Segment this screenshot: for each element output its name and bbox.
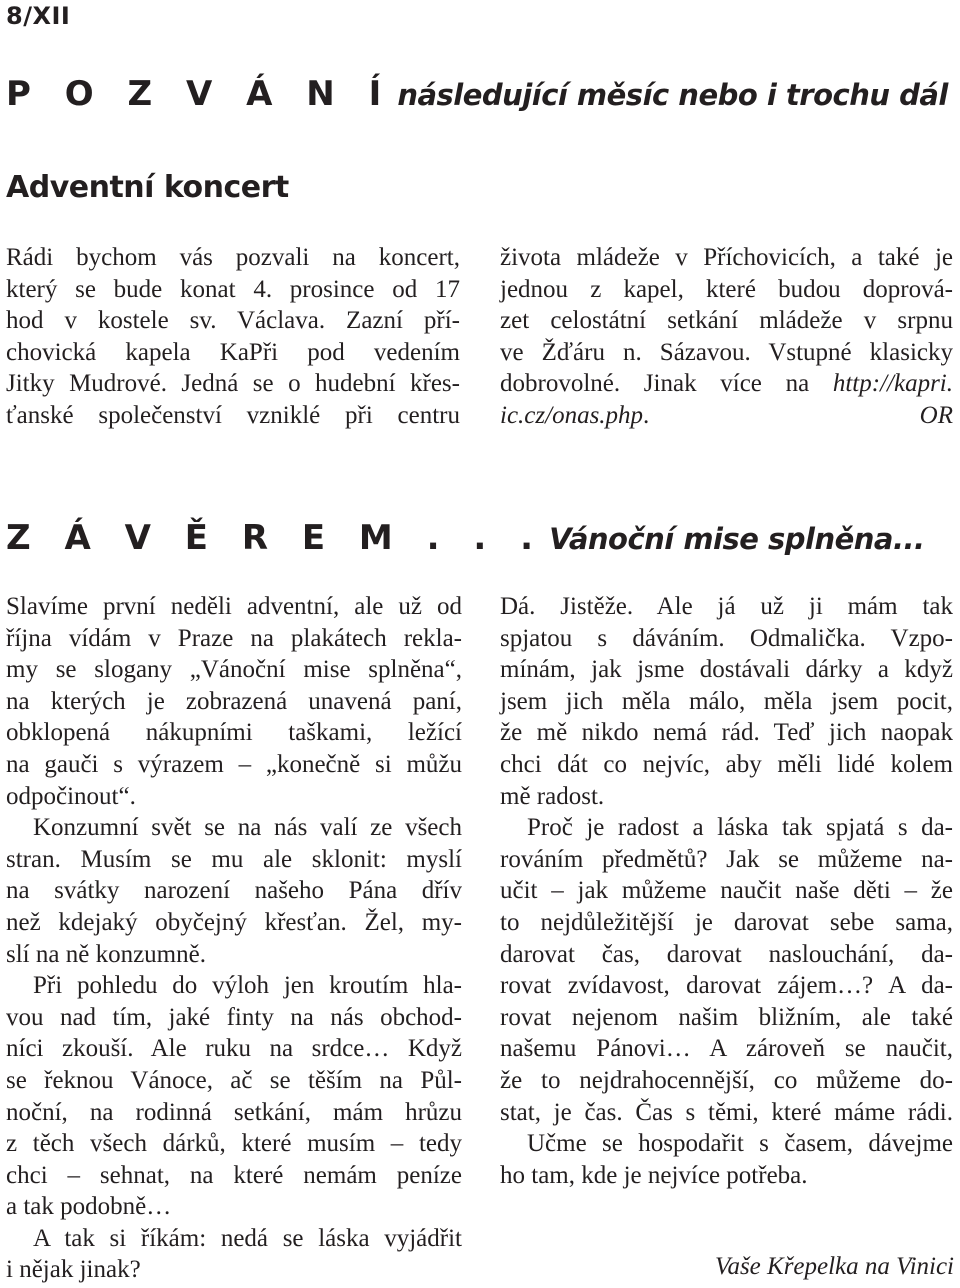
text-line: jsem jich měla málo, měla jsem pocit, <box>500 687 953 715</box>
text-line: Rádi bychom vás pozvali na koncert, <box>6 244 460 271</box>
section-header-zaverem <box>6 518 925 558</box>
text-line: Proč je radost a láska tak spjatá s da- <box>527 814 953 842</box>
text-line: níci zkouší. Ale ruku na srdce… Když <box>6 1035 462 1063</box>
author-signature-or: OR <box>919 401 953 429</box>
text-line: Slavíme první neděli adventní, ale už od <box>6 593 462 620</box>
text-line: Dá. Jistěže. Ale já už ji mám tak <box>500 593 953 620</box>
text-line: jednou z kapel, které budou doprová- <box>500 275 953 303</box>
text-line: na kterých je zobrazená unavená paní, <box>6 687 462 715</box>
text-line: z těch všech dárků, které musím – tedy <box>6 1130 462 1158</box>
text-line: obklopená nákupními taškami, ležící <box>6 719 462 747</box>
text-line: to nejdůležitější je darovat sebe sama, <box>500 908 953 936</box>
text-line <box>500 400 953 432</box>
issue-number: 8/XII <box>6 2 71 30</box>
text-line: života mládeže v Příchovicích, a také je <box>500 244 953 271</box>
text-line: mínám, jak jsme dostávali dárky a když <box>500 656 953 684</box>
section-title-zaverem: Z Á V Ě R E M . . . <box>6 518 545 558</box>
section-header-pozvani <box>6 74 948 114</box>
text-line: odpočinout“. <box>6 782 136 810</box>
text-line: chci – sehnat, na které nemám peníze <box>6 1161 462 1189</box>
text-line: že mě nikdo nemá rád. Teď jich naopak <box>500 719 953 747</box>
text-line: vou nad tím, jaké finty na nás obchod- <box>6 1003 462 1031</box>
text-line: Při pohledu do výloh jen kroutím hla- <box>33 972 462 1000</box>
text-line: noční, na rodinná setkání, mám hrůzu <box>6 1098 462 1126</box>
text-line: mě radost. <box>500 782 605 810</box>
zaverem-column-right <box>500 591 953 1191</box>
text-line: že to nejdrahocennější, co můžeme do- <box>500 1066 953 1094</box>
text-line: učit – jak můžeme naučit naše děti – že <box>500 877 953 905</box>
text-line: našemu Pánovi… A zároveň se naučit, <box>500 1035 953 1063</box>
text-line <box>500 368 953 400</box>
advent-column-left <box>6 242 460 432</box>
text-line: A tak si říkám: nedá se láska vyjádřit <box>33 1224 462 1252</box>
text-line: a tak podobně… <box>6 1193 172 1221</box>
section-subtitle-zaverem: Vánoční mise splněna... <box>549 522 925 556</box>
text-line: na svátky narození našeho Pána dřív <box>6 877 462 905</box>
text-line: stran. Musím se mu ale sklonit: myslí <box>6 845 462 873</box>
section-title-pozvani: P O Z V Á N Í <box>6 74 393 114</box>
text-line: chci dát co nejvíc, aby měli lidé kolem <box>500 750 953 778</box>
text-line: ťanské společenství vzniklé při centru <box>6 401 460 429</box>
advent-column-right <box>500 242 953 432</box>
text-line: rovat zvídavost, darovat zájem…? A da- <box>500 972 953 1000</box>
section-subtitle-pozvani: následující měsíc nebo i trochu dál <box>397 78 948 112</box>
text-line: který se bude konat 4. prosince od 17 <box>6 275 460 303</box>
text-line: než kdejaký obyčejný křesťan. Žel, my- <box>6 908 462 936</box>
website-link-continued[interactable]: ic.cz/onas.php <box>500 401 644 429</box>
text-line: ho tam, kde je nejvíce potřeba. <box>500 1161 808 1189</box>
text-line: i nějak jinak? <box>6 1256 141 1284</box>
text-line: rováním předmětů? Jak se můžeme na- <box>500 845 953 873</box>
text-line: my se slogany „Vánoční mise splněna“, <box>6 656 462 684</box>
text-line: Jitky Mudrové. Jedná se o hudební křes- <box>6 370 460 398</box>
text-line: na gauči s výrazem – „konečně si můžu <box>6 750 462 778</box>
author-signature: Vaše Křepelka na Vinici <box>714 1253 954 1280</box>
text-line: slí na ně konzumně. <box>6 940 206 968</box>
text-line: spjatou s dáváním. Odmalička. Vzpo- <box>500 624 953 652</box>
text-segment: dobrovolné. Jinak více na <box>500 370 833 398</box>
text-line: hod v kostele sv. Václava. Zazní pří- <box>6 307 460 335</box>
text-line: Učme se hospodařit s časem, dávejme <box>527 1130 953 1158</box>
text-line: se řeknou Vánoce, ač se těším na Půl- <box>6 1066 462 1094</box>
text-line: darovat čas, darovat naslouchání, da- <box>500 940 953 968</box>
text-line: chovická kapela KaPři pod vedením <box>6 338 460 366</box>
text-line: Konzumní svět se na nás valí ze všech <box>33 814 462 842</box>
text-line: rovat nejenom našim bližním, ale také <box>500 1003 953 1031</box>
text-line: zet celostátní setkání mládeže v srpnu <box>500 307 953 335</box>
text-line: října vídám v Praze na plakátech rekla- <box>6 624 462 652</box>
article-title-advent-concert: Adventní koncert <box>6 170 289 205</box>
text-line: ve Žďáru n. Sázavou. Vstupné klasicky <box>500 338 953 366</box>
website-link[interactable]: http://kapri. <box>832 370 953 398</box>
text-segment: . <box>643 401 650 429</box>
zaverem-column-left <box>6 591 462 1286</box>
text-line: stat, je čas. Čas s těmi, které máme rádi. <box>500 1098 953 1126</box>
